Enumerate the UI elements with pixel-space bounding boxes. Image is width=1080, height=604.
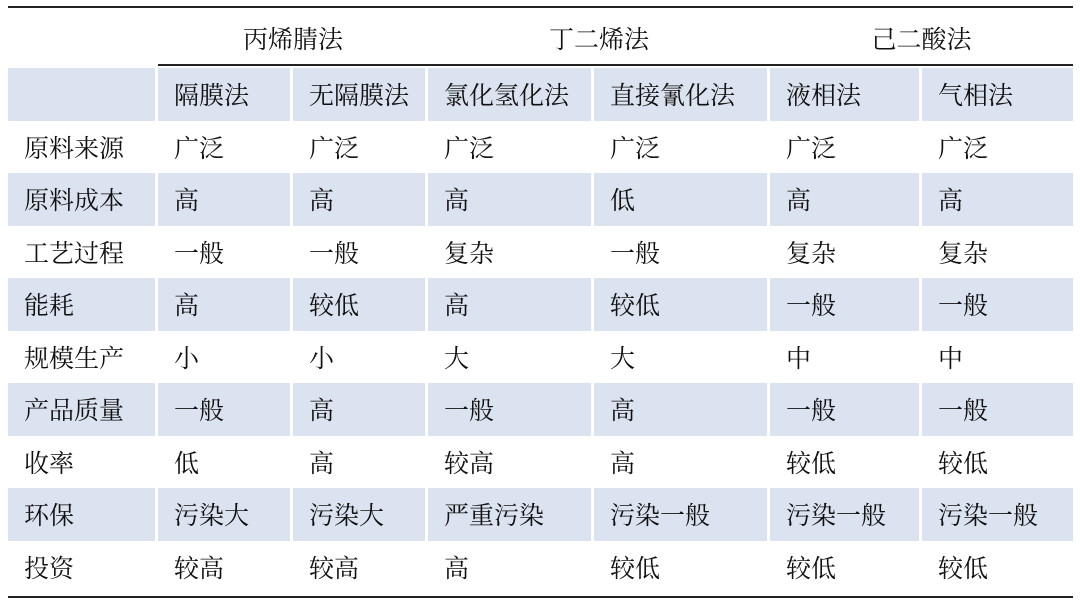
- table-cell: 高: [293, 173, 428, 226]
- table-cell: 低: [594, 173, 770, 226]
- table-cell: 高: [770, 173, 922, 226]
- column-header: 隔膜法: [158, 68, 293, 121]
- table-cell: 一般: [158, 226, 293, 279]
- row-label: 原料来源: [8, 121, 158, 174]
- group-underline: [770, 64, 1073, 66]
- group-label: 丁二烯法: [548, 25, 649, 54]
- table-cell: 污染一般: [594, 488, 770, 541]
- group-header-butadiene: [428, 10, 770, 66]
- table-cell: 小: [158, 331, 293, 384]
- table-cell: 广泛: [770, 121, 922, 174]
- column-header: 氯化氢化法: [428, 68, 594, 121]
- table-cell: 较低: [770, 436, 922, 489]
- table-cell: 高: [293, 383, 428, 436]
- group-underline: [158, 64, 428, 66]
- table-cell: 广泛: [594, 121, 770, 174]
- table-cell: 一般: [922, 278, 1073, 331]
- table-cell: 高: [158, 278, 293, 331]
- group-label: 丙烯腈法: [242, 25, 343, 54]
- table-cell: 一般: [594, 226, 770, 279]
- group-label: 己二酸法: [871, 25, 972, 54]
- row-label: 投资: [8, 541, 158, 594]
- table-cell: 污染大: [293, 488, 428, 541]
- table-cell: 大: [428, 331, 594, 384]
- table-cell: 较低: [770, 541, 922, 594]
- row-label: 产品质量: [8, 383, 158, 436]
- row-label: 收率: [8, 436, 158, 489]
- column-header: 液相法: [770, 68, 922, 121]
- table-cell: 复杂: [770, 226, 922, 279]
- column-header: 气相法: [922, 68, 1073, 121]
- table-cell: 较低: [938, 553, 989, 583]
- table-cell: 一般: [158, 383, 293, 436]
- table-cell: 高: [428, 278, 594, 331]
- table-cell: 较低: [594, 278, 770, 331]
- table-cell: 广泛: [938, 133, 989, 163]
- column-header: 直接氰化法: [594, 68, 770, 121]
- table-cell: 较低: [594, 541, 770, 594]
- row-label: 原料成本: [8, 173, 158, 226]
- table-row: [8, 383, 1073, 436]
- table-cell: 中: [938, 343, 964, 373]
- table-cell: 复杂: [428, 226, 594, 279]
- row-label: 规模生产: [8, 331, 158, 384]
- table-cell: 污染大: [158, 488, 293, 541]
- table-cell: 较低: [293, 278, 428, 331]
- table-cell: 一般: [770, 278, 922, 331]
- row-label: 能耗: [8, 278, 158, 331]
- table-cell: 一般: [428, 383, 594, 436]
- table-cell: 污染一般: [770, 488, 922, 541]
- bottom-rule: [8, 596, 1073, 598]
- table-cell: 中: [770, 331, 922, 384]
- corner-cell: [8, 68, 158, 121]
- table-cell: 较高: [293, 541, 428, 594]
- table-cell: 一般: [770, 383, 922, 436]
- top-rule: [8, 6, 1073, 8]
- group-header-acrylonitrile: [158, 10, 428, 66]
- row-label: 环保: [8, 488, 158, 541]
- data-table: [8, 68, 1073, 593]
- table-cell: 严重污染: [428, 488, 594, 541]
- table-row: [8, 278, 1073, 331]
- table-row: [8, 541, 1073, 594]
- table-cell: 低: [158, 436, 293, 489]
- table-cell: 复杂: [938, 238, 989, 268]
- table-cell: 高: [922, 173, 1073, 226]
- table-cell: 高: [594, 436, 770, 489]
- table-cell: 污染一般: [922, 488, 1073, 541]
- table-cell: 高: [293, 436, 428, 489]
- table-cell: 大: [594, 331, 770, 384]
- column-header: 无隔膜法: [293, 68, 428, 121]
- group-header-row: [8, 10, 1073, 66]
- table-cell: 广泛: [158, 121, 293, 174]
- table-row: [8, 173, 1073, 226]
- table-cell: 较高: [428, 436, 594, 489]
- table-cell: 高: [428, 173, 594, 226]
- group-underline: [428, 64, 770, 66]
- table-cell: 广泛: [293, 121, 428, 174]
- table-cell: 高: [158, 173, 293, 226]
- table-row: [8, 331, 1073, 384]
- table-cell: 高: [594, 383, 770, 436]
- table-cell: 较高: [158, 541, 293, 594]
- column-header-row: [8, 68, 1073, 121]
- row-label: 工艺过程: [8, 226, 158, 279]
- table-cell: 高: [428, 541, 594, 594]
- table-cell: 小: [293, 331, 428, 384]
- group-header-adipic-acid: [770, 10, 1073, 66]
- table-cell: 一般: [293, 226, 428, 279]
- table-row: [8, 121, 1073, 174]
- table-row: [8, 226, 1073, 279]
- table-cell: 一般: [922, 383, 1073, 436]
- table-row: [8, 436, 1073, 489]
- table-row: [8, 488, 1073, 541]
- table-cell: 广泛: [428, 121, 594, 174]
- table-cell: 较低: [938, 448, 989, 478]
